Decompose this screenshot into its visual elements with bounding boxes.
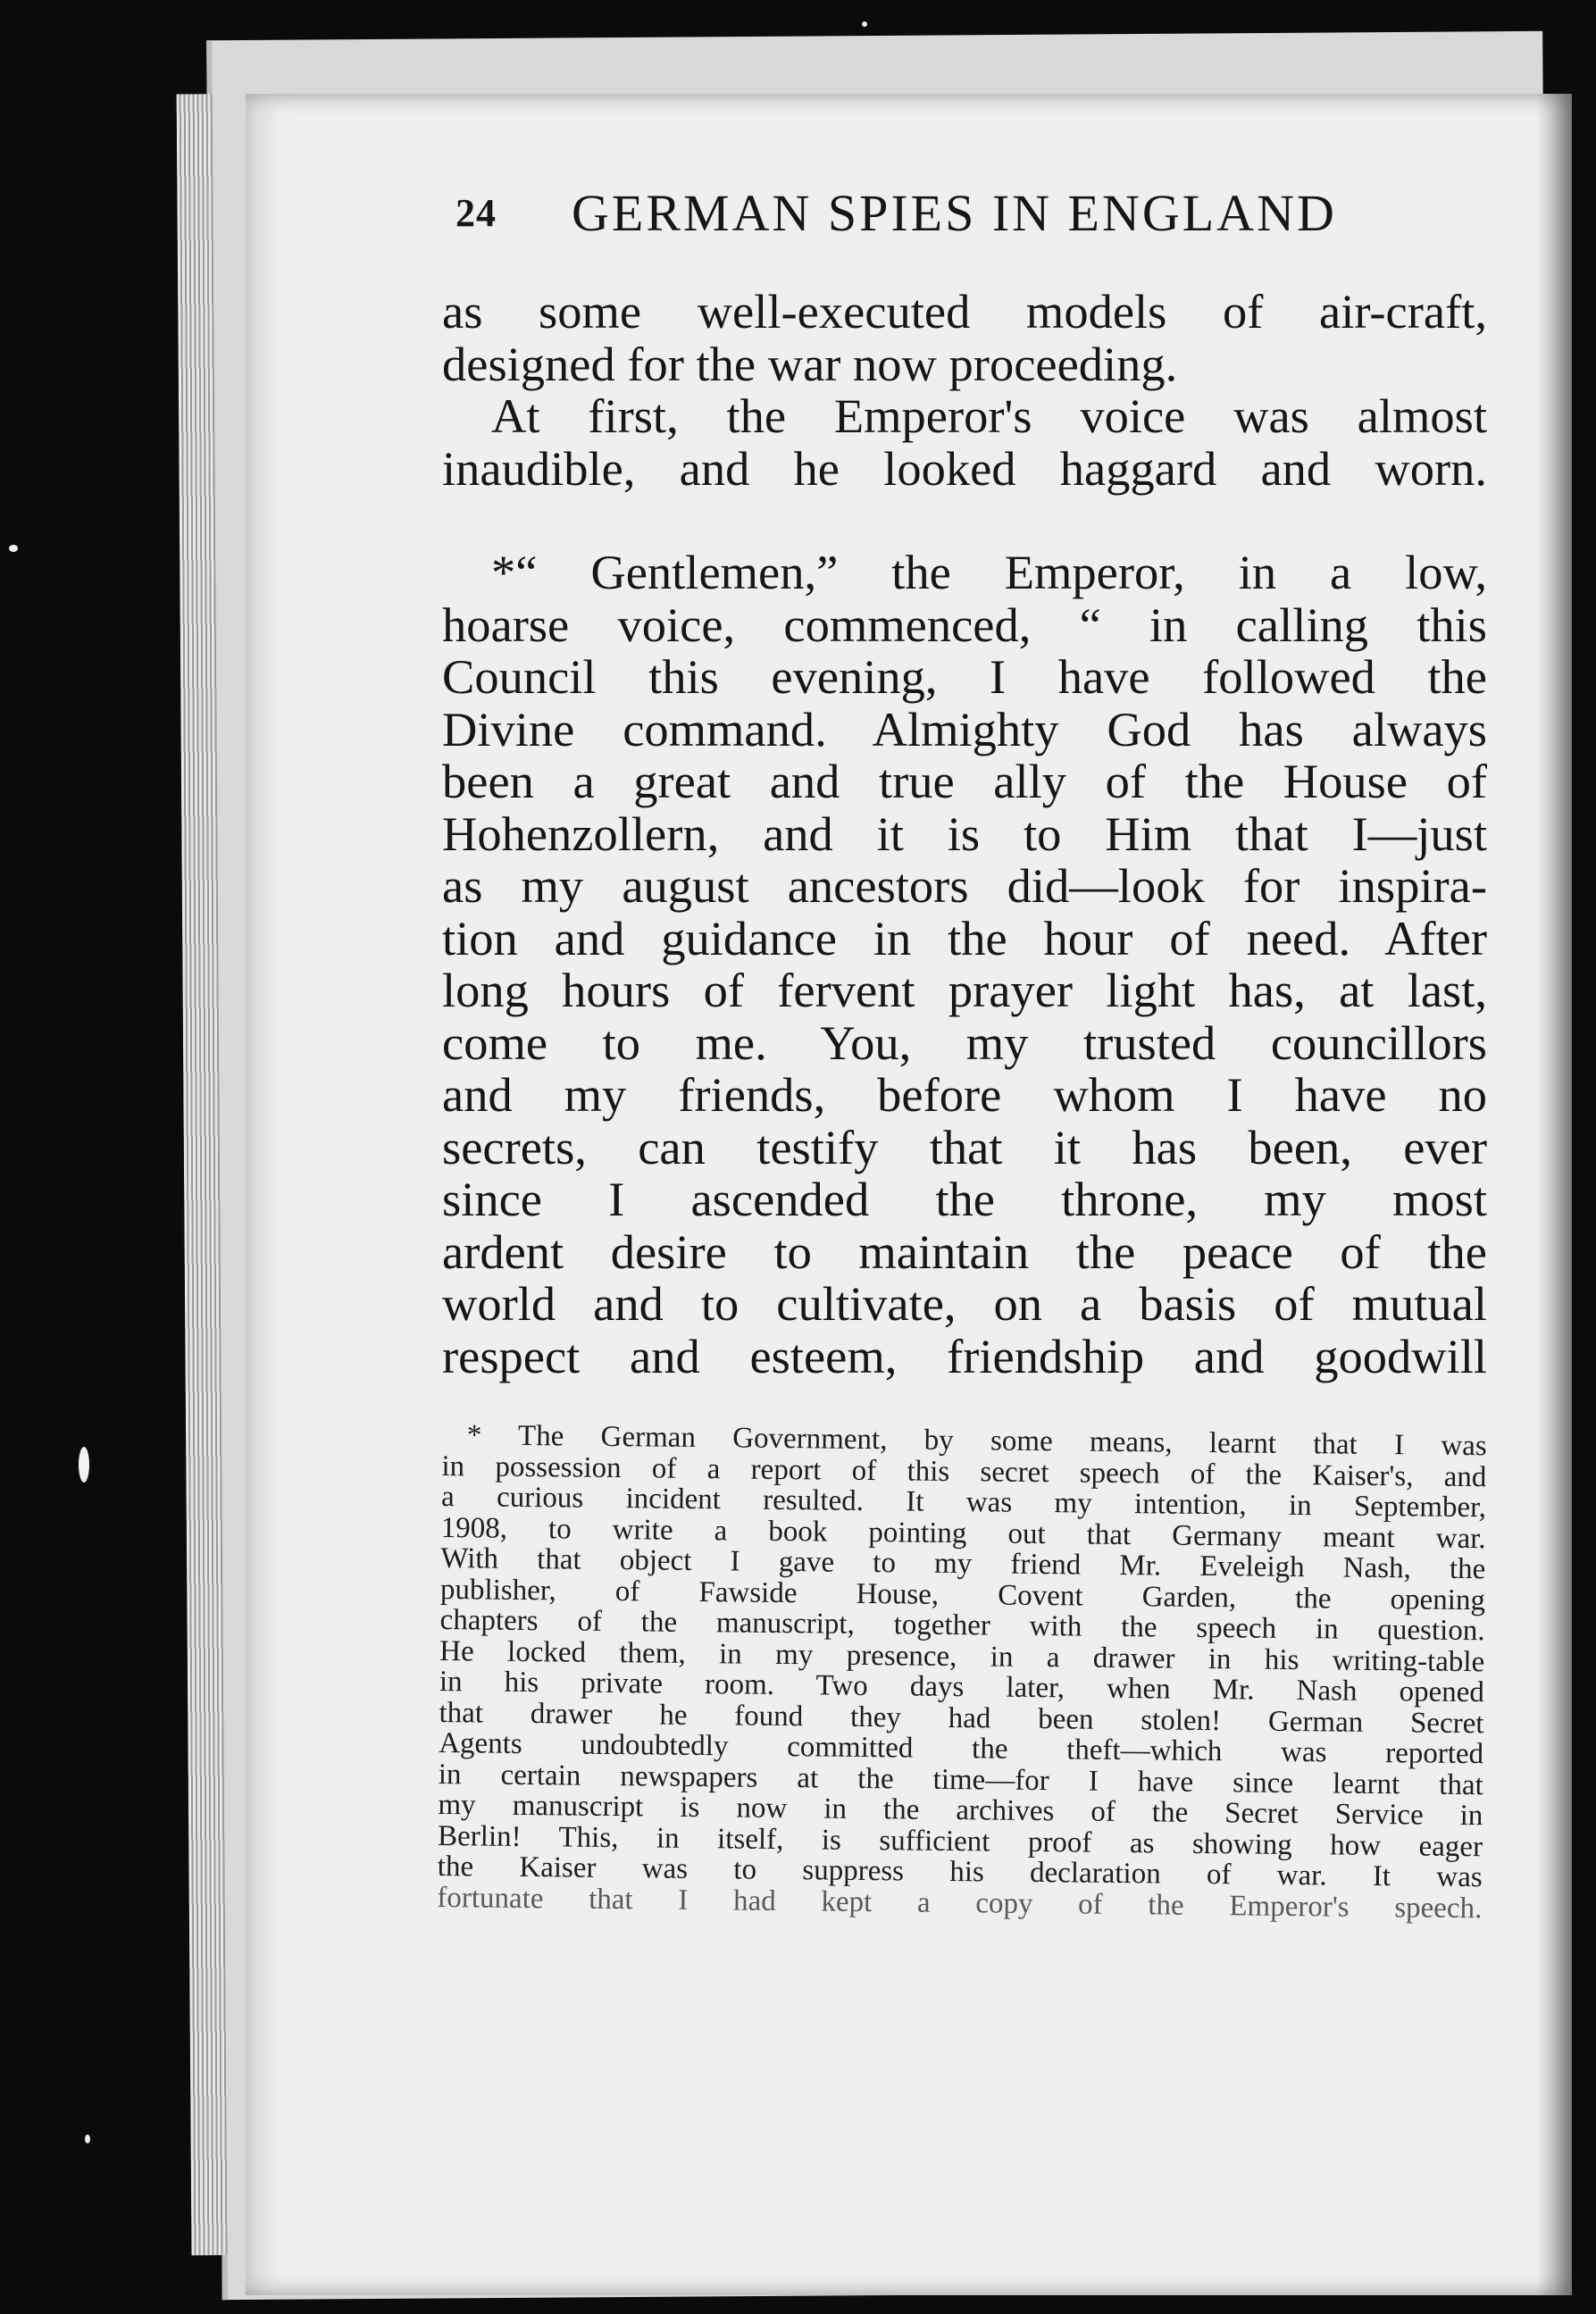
text-line: respect and esteem, friendship and goodwill — [442, 1328, 1487, 1383]
text-line: secrets, can testify that it has been, ever — [442, 1119, 1487, 1174]
text-line: ardent desire to maintain the peace of the — [442, 1224, 1487, 1279]
footnote-line: Berlin! This, in itself, is sufficient proof as showing how eager — [437, 1819, 1483, 1863]
footnote-line: the Kaiser was to suppress his declaration of war. It was — [437, 1850, 1483, 1894]
text-line: tion and guidance in the hour of need. After — [442, 910, 1487, 965]
text-line: long hours of fervent prayer light has, at last, — [442, 963, 1487, 1017]
gutter-shadow — [1536, 94, 1572, 2295]
footnote-line: * The German Government, by some means, learnt that I was — [466, 1419, 1487, 1463]
text-line: as some well-executed models of air-craft, — [442, 284, 1487, 338]
film-speck — [862, 21, 867, 27]
text-line: as my august ancestors did—look for inspira- — [442, 858, 1487, 913]
text-line: and my friends, before whom I have no — [442, 1067, 1487, 1122]
text-line: Council this evening, I have followed the — [442, 649, 1487, 704]
page-number: 24 — [455, 191, 497, 235]
book-page — [246, 94, 1572, 2295]
running-title: GERMAN SPIES IN ENGLAND — [572, 184, 1337, 242]
paragraph-gap — [442, 495, 1487, 547]
footnote-line: Agents undoubtedly committed the theft—which was reported — [439, 1726, 1484, 1771]
text-line: inaudible, and he looked haggard and worn. — [442, 440, 1487, 496]
footnote-line: publisher, of Fawside House, Covent Garden, the opening — [439, 1573, 1486, 1616]
footnote-line: in his private room. Two days later, when Mr. Nash opened — [439, 1665, 1485, 1709]
footnote-line: With that object I gave to my friend Mr. Eveleigh Nash, the — [440, 1541, 1486, 1586]
footnote-line: in possession of a report of this secret speech of the Kaiser's, and — [441, 1449, 1487, 1493]
text-line: *“ Gentlemen,” the Emperor, in a low, — [491, 545, 1487, 599]
text-line: Divine command. Almighty God has always — [442, 701, 1487, 756]
text-line: been a great and true ally of the House of — [442, 754, 1487, 808]
footnote-line: fortunate that I had kept a copy of the Emperor's speech. — [437, 1881, 1483, 1925]
text-line: designed for the war now proceeding. — [442, 336, 1178, 391]
film-speck — [9, 545, 18, 552]
footnote — [437, 1420, 1487, 1924]
film-speck — [79, 1447, 89, 1483]
text-line: hoarse voice, commenced, “ in calling this — [442, 597, 1487, 652]
text-line: since I ascended the throne, my most — [442, 1172, 1487, 1226]
footnote-line: chapters of the manuscript, together with the speech in question. — [439, 1603, 1485, 1648]
text-line: Hohenzollern, and it is to Him that I—just — [442, 806, 1487, 861]
film-speck — [85, 2134, 90, 2143]
footnote-line: my manuscript is now in the archives of the Secret Service in — [438, 1788, 1483, 1833]
text-line: world and to cultivate, on a basis of mutual — [442, 1276, 1487, 1331]
footnote-line: in certain newspapers at the time—for I have since learnt that — [438, 1758, 1483, 1801]
footnote-line: 1908, to write a book pointing out that Germany meant war. — [440, 1511, 1486, 1555]
body-text — [442, 286, 1487, 1383]
footnote-line: He locked them, in my presence, in a drawer in his writing-table — [439, 1634, 1485, 1678]
footnote-line: that drawer he found they had been stolen! German Secret — [439, 1696, 1484, 1740]
footnote-line: a curious incident resulted. It was my intention, in September, — [440, 1480, 1487, 1525]
text-line: At first, the Emperor's voice was almost — [491, 388, 1487, 443]
text-line: come to me. You, my trusted councillors — [442, 1015, 1487, 1070]
page-header — [455, 183, 1596, 263]
